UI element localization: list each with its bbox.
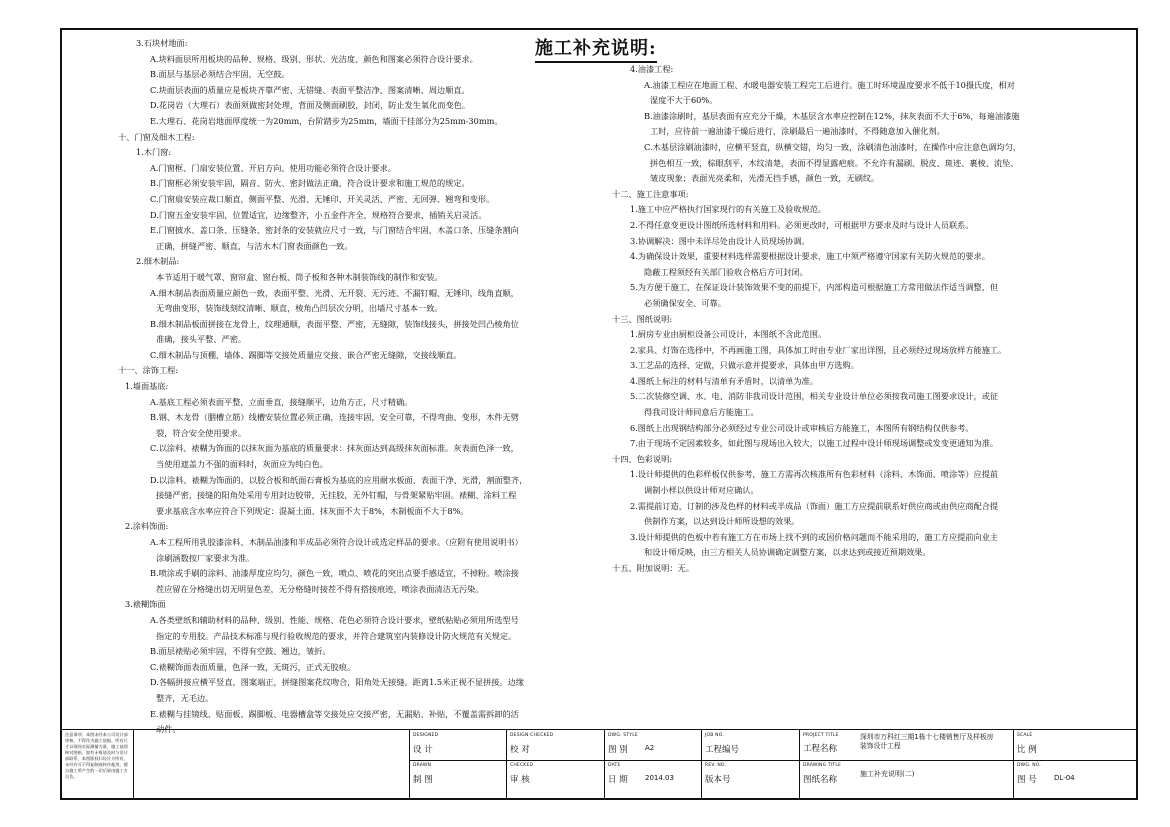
text-line: 1.施工中应严格执行国家现行的有关施工及验收规范。 xyxy=(630,204,827,215)
text-line: 湿度不大于60%。 xyxy=(650,95,718,106)
text-line: A.基底工程必须表面平整，立面垂直，接缝顺平，边角方正，尺寸精确。 xyxy=(150,396,413,407)
check-label: 校 对 xyxy=(510,745,530,755)
dwgno-caption: DWG. NO. xyxy=(1017,763,1042,768)
text-line: D.门窗五金安装牢固，位置适宜，边缘整齐，小五金件齐全，规格符合要求，插销关启灵活。 xyxy=(150,209,487,220)
text-line: 4.图纸上标注的材料与清单有矛盾时，以清单为准。 xyxy=(630,375,818,386)
text-line: 皱皮现象；表面光亮柔和，光滑无挡手感，颜色一致，无刷纹。 xyxy=(650,173,880,184)
page-title: 施工补充说明: xyxy=(535,34,657,63)
text-line: 5.为方便于施工，在保证设计装饰效果不变的前提下，内部构造可根据施工方常用做法作适当调整，但 xyxy=(630,282,999,293)
text-line: 十、门窗及细木工程: xyxy=(118,131,195,142)
text-line: 涂刷涵数按厂家要求为准。 xyxy=(156,552,255,563)
project-label: 工程名称 xyxy=(803,744,838,754)
right-column xyxy=(612,62,1072,577)
text-line: C.木基层涂刷油漆时，应横平竖直，纵横交错，均匀一致，涂刷清色油漆时，在操作中应注意色调均匀， xyxy=(644,141,1022,152)
job-label: 工程编号 xyxy=(705,745,740,755)
text-line: B.油漆涂刷时，基层表面有应充分干燥，木基层含水率应控制在12%，抹灰表面不大于6%，每遍油漆施 xyxy=(644,110,1020,121)
text-line: 和设计师反映，由三方相关人员协调确定调整方案，以求达到或接近预期效果。 xyxy=(644,547,931,558)
drawing-title-value: 施工补充说明(二) xyxy=(860,770,915,778)
text-line: C.门窗扇安装应裁口顺直，侧面平整、光滑、无锤印、开关灵活、严密、无回弹、翘弯和变形。 xyxy=(150,193,495,204)
text-line: 2.细木制品: xyxy=(136,256,180,267)
text-line: B.钢、木龙骨（胭槽立筋）线槽安装位置必须正确，连接牢固，安全可靠，不得弯曲、变形，木件无劈 xyxy=(150,412,519,423)
dwgstyle-caption: DWG. STYLE xyxy=(608,733,638,738)
text-line: 裂，符合安全使用要求。 xyxy=(156,427,247,438)
cell-dwgstyle xyxy=(604,730,701,799)
title-block xyxy=(62,729,1136,799)
design-label: 设 计 xyxy=(413,745,433,755)
text-line: 十二、施工注意事项: xyxy=(612,188,689,199)
project-value: 深圳市万科红三期1栋十七楼销售厅及样板房装饰设计工程 xyxy=(860,733,994,750)
design-caption: DESIGNED xyxy=(413,733,439,738)
text-line: 十一、涂饰工程: xyxy=(118,365,179,376)
text-line: 6.图纸上出现钢结构部分必须经过专业公司设计或审核后方能施工，本图所有钢结构仅供参考。 xyxy=(630,422,974,433)
text-line: A.块料面层所用板块的品种、规格、级别、形状、光洁度、颜色和图案必须符合设计要求。 xyxy=(150,53,478,64)
text-line: 十四、色彩说明: xyxy=(612,453,673,464)
text-line: E.裱糊与挂镜线、贴面板、踢脚板、电器槽盒等交接处应交接严密，无漏贴、补贴，不覆盖需拆卸的活 xyxy=(150,708,519,719)
rev-label: 版本号 xyxy=(705,775,731,785)
text-line: 3.设计师提供的色板中若有施工方在市场上找不到的或因价格问题而不能采用的，施工方应提前向业主 xyxy=(630,531,999,542)
text-line: C.裱糊饰面表面质量，色泽一致，无斑污，正式无胶痕。 xyxy=(150,661,356,672)
project-caption: PROJECT TITLE xyxy=(803,733,839,738)
text-line: 2.需提前订造，订制的涉及色样的材料或半成品（饰面）施工方应提前联系好供应商或由供应商配合提 xyxy=(630,500,999,511)
text-line: A.门窗框、门扇安装位置、开启方向、使用功能必须符合设计要求。 xyxy=(150,162,396,173)
text-line: 2.涂料饰面: xyxy=(125,521,169,532)
text-line: 工时，应待前一遍油漆干燥后进行，涂刷最后一遍油漆时，不得随意加入催化剂。 xyxy=(650,126,945,137)
text-line: 接缝严密，接缝的阳角处采用专用封边胶带，无挂胶，无外钉帽，与骨架紧贴牢固。裱糊、涂料工程 xyxy=(156,490,517,501)
text-line: 1.厨房专业由厨柜设备公司设计，本图纸不含此范围。 xyxy=(630,329,827,340)
text-line: 得我司设计师同意后方能施工。 xyxy=(644,407,759,418)
scale-caption: SCALE xyxy=(1017,733,1033,738)
text-line: 供制作方案，以达到设计师所设想的效果。 xyxy=(644,516,800,527)
dwgstyle-label: 图 别 xyxy=(608,745,628,755)
cell-scale xyxy=(1013,730,1136,799)
text-line: D.各幅拼接应横平竖直，图案端正，拼缝图案花纹吻合，阳角处无接缝。距离1.5米正视不显拼接。边缘 xyxy=(150,677,524,688)
scale-label: 比 例 xyxy=(1017,745,1037,755)
text-line: 要求基底含水率应符合下列规定：混凝土面、抹灰面不大于8%，木制板面不大于8%。 xyxy=(156,505,469,516)
text-line: 隐蔽工程须经有关部门验收合格后方可封闭。 xyxy=(644,266,808,277)
text-line: 3.工艺品的选择、定做，只做示意并提要求，具体由甲方选购。 xyxy=(630,360,859,371)
text-line: 十五、附加说明：无。 xyxy=(612,563,694,573)
text-line: D.以涂料、裱糊为饰面的，以胶合板和纸面石膏板为基底的应用耐水板面、表面干净、光滑，割面整齐， xyxy=(150,474,528,485)
left-column xyxy=(118,36,568,738)
dwgno-value: DL-04 xyxy=(1054,774,1075,782)
text-line: C.块面层表面的质量应是板块齐靠严密、无错缝、表面平整洁净、图案清晰、周边顺直。 xyxy=(150,84,470,95)
text-line: 1.墙面基底: xyxy=(125,381,169,392)
text-line: A.本工程所用乳胶漆涂料、木制品油漆和半成品必须符合设计或选定样品的要求。（应附有使用说明书） xyxy=(150,537,523,547)
text-line: 1.木门窗: xyxy=(136,147,172,158)
text-line: 拼色相互一致，棕眼刮平，木纹清楚，表面不得显露疤痕。不允许有漏刷、脱皮、斑迹、裹棱、流坠、 xyxy=(650,157,1019,168)
text-line: A.油漆工程应在地面工程、水暖电器安装工程完工后进行。施工时环境温度要求不低于10摄氏度，相对 xyxy=(644,79,1015,90)
text-line: 7.由于现场不定因素较多，如此图与现场出入较大，以施工过程中设计师现场调整或发变更通知为准。 xyxy=(630,438,999,449)
text-line: 茬应留在分格缝出切无明显色差，无分格缝时接茬不得有搭接痕迹，喷涂表面清洁无污染。 xyxy=(156,583,484,594)
text-line: A.细木制品表面质量应颜色一致，表面平整、光滑、无开裂、无污迹、不漏钉帽、无锤印，线角直顺， xyxy=(150,287,519,298)
text-line: B.门窗框必须安装牢固，隔音、防火、密封做法正确，符合设计要求和施工规范的规定。 xyxy=(150,178,470,189)
text-line: A.各类壁纸和辅助材料的品种、级别、性能、规格、花色必须符合设计要求，壁纸粘贴必须用所选型号 xyxy=(150,614,519,625)
drawn-label: 制 图 xyxy=(413,775,433,785)
text-line: C.细木制品与顶棚、墙体、踢脚等交接处质量应交接、嵌合严密无缝隙，交接线顺直。 xyxy=(150,349,462,360)
text-line: B.面层与基层必须结合牢固，无空鼓。 xyxy=(150,69,290,80)
text-line: D.花岗岩（大理石）表面须做密封处理，背面及侧面刷胶，封闭，防止发生氧化而变色。 xyxy=(150,100,471,111)
checked-label: 审 核 xyxy=(510,775,530,785)
dwgstyle-value: A2 xyxy=(645,744,655,752)
text-line: 指定的专用胶。产品技术标准与现行验收规范的要求，并符合建筑室内装修设计防火规范有关规定。 xyxy=(156,630,517,641)
text-line: E.门窗披水、盖口条、压缝条、密封条的安装就应尺寸一致，与门窗结合牢固，木盖口条、压缝条割向 xyxy=(150,225,519,236)
text-line: C.以涂料、裱糊为饰面的以抹灰面为基底的质量要求：抹灰面达到高级抹灰面标准。灰表面色泽一致， xyxy=(150,443,519,454)
cell-check xyxy=(506,730,604,799)
text-line: 4.为确保设计效果，重要材料选样需要根据设计要求，施工中须严格遵守国家有关防火规范的要求。 xyxy=(630,251,990,262)
text-line: 动件。 xyxy=(156,724,181,735)
text-line: B.喷涂或手刷的涂料、油漆厚度应均匀，颜色一致，喷点、喷花的突出点要手感适宜，不掉粉。喷涂接 xyxy=(150,568,519,579)
text-line: 本节适用于暖气罩、窗帘盒、窗台板、筒子板和各种木制装饰线的制作和安装。 xyxy=(156,271,443,282)
text-line: 整齐，无毛边。 xyxy=(156,692,214,703)
text-line: B.细木制品板面拼接在龙骨上，纹理通顺，表面平整、严密，无缝隙，装饰线接头，拼接处凹凸棱角位 xyxy=(150,318,519,329)
check-caption: DESIGN CHECKED xyxy=(510,733,554,738)
text-line: 3.裱糊饰面 xyxy=(125,599,166,610)
text-line: 当使用遮盖力不强的面料时，灰面应为纯白色。 xyxy=(156,459,328,470)
date-label: 日 期 xyxy=(608,775,628,785)
text-line: 准确，接头平整、严密。 xyxy=(156,334,247,345)
drawing-title-label: 图纸名称 xyxy=(803,775,838,785)
text-line: 无弯曲变形，装饰线刻纹清晰、顺直，棱角凸凹层次分明，出墙尺寸基本一致。 xyxy=(156,303,443,314)
date-caption: DATE xyxy=(608,763,621,768)
checked-caption: CHECKED xyxy=(510,763,534,768)
text-line: 调制小样以供设计师对应确认。 xyxy=(644,485,759,496)
title-block-note: 注意事项：本图未经本公司设计部审核，不得作为施工依据。所有尺寸以现场实际测量为准，施工前须核对图纸，如有矛盾请及时与设计部联系，本图版权归设计方所有，未经许可不得复制或转作他用，擅自施工所产生的一切后果由施工方自负。 xyxy=(62,730,134,799)
text-line: 4.油漆工程: xyxy=(630,64,674,74)
date-value: 2014.03 xyxy=(645,774,674,782)
text-line: 1.设计师提供的色彩样板仅供参考，施工方需再次核准所有色彩材料（涂料、木饰面、喷涂等）应提前 xyxy=(630,469,999,480)
text-line: B.面层裱贴必须牢固，不得有空鼓、翘边，皱折。 xyxy=(150,646,331,657)
text-line: 5.二次装修空调、水、电、消防非我司设计范围，相关专业设计单位必须按我司施工图要求设计，或征 xyxy=(630,391,999,402)
dwgno-label: 图 号 xyxy=(1017,775,1037,785)
text-line: E.大理石、花岗岩地面厚度统一为20mm，台阶踏步为25mm，墙面干挂部分为25mm-30mm。 xyxy=(150,115,503,126)
text-line: 3.协调解决：图中未详尽处由设计人员现场协调。 xyxy=(630,235,810,246)
text-line: 2.家具、灯饰在选择中，不再画施工图，具体加工时由专业厂家出详图，且必须经过现场放样方能施工。 xyxy=(630,344,1007,355)
drawing-title-caption: DRAWING TITLE xyxy=(803,763,842,768)
cell-project xyxy=(799,730,1013,799)
text-line: 必须确保安全、可靠。 xyxy=(644,297,726,308)
cell-design xyxy=(409,730,506,799)
text-line: 3.石块材地面: xyxy=(136,38,188,48)
text-line: 正确，拼缝严密、顺直，与洁水木门窗表面颜色一致。 xyxy=(156,240,353,251)
rev-caption: REV. NO. xyxy=(705,763,727,768)
text-line: 十三、图纸说明: xyxy=(612,313,673,324)
job-caption: JOB NO. xyxy=(705,733,724,738)
cell-job xyxy=(701,730,799,799)
text-line: 2.不得任意变更设计图纸所选材料和用料。必须更改时，可根据甲方要求及时与设计人员联系。 xyxy=(630,219,974,230)
drawn-caption: DRAWN xyxy=(413,763,432,768)
